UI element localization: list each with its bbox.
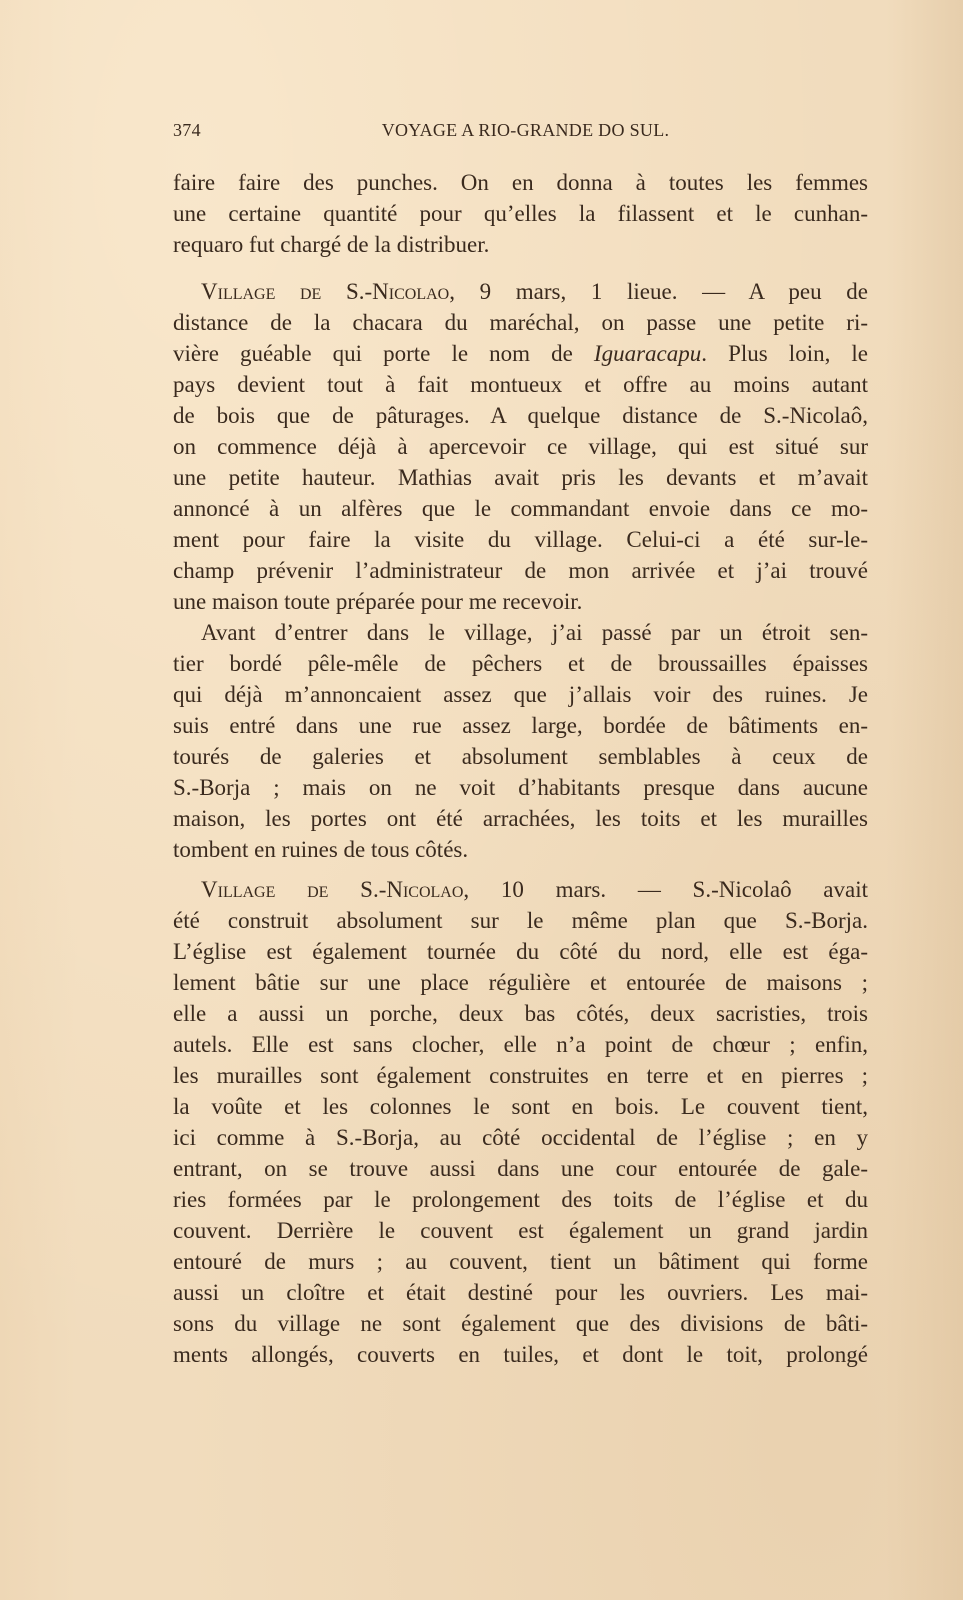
text-line: ries formées par le prolongement des toits de l’église et du [173,1187,868,1212]
text-line: sons du village ne sont également que des divisions de bâti- [173,1311,868,1336]
text-line: une certaine quantité pour qu’elles la filassent et le cunhan- [173,201,868,226]
text-line: ment pour faire la visite du village. Celui-ci a été sur-le- [173,527,868,552]
entry-heading: Village de S.-Nicolao [201,279,450,304]
text-line: qui déjà m’annoncaient assez que j’allais voir des ruines. Je [173,682,868,707]
text-line: S.-Borja ; mais on ne voit d’habitants presque dans aucune [173,775,868,800]
text-line [173,339,868,369]
text-line: tourés de galeries et absolument semblables à ceux de [173,744,868,769]
entry-heading-rest: , 10 mars. — S.-Nicolaô avait [463,877,868,902]
text-line: maison, les portes ont été arrachées, les toits et les murailles [173,806,868,831]
text-line: on commence déjà à apercevoir ce village, qui est situé sur [173,434,868,459]
text-line: couvent. Derrière le couvent est également un grand jardin [173,1218,868,1243]
text-line: une maison toute préparée pour me recevoir. [173,589,583,614]
text-line: champ prévenir l’administrateur de mon arrivée et j’ai trouvé [173,558,868,583]
text-line: ments allongés, couverts en tuiles, et dont le toit, prolongé [173,1342,868,1367]
text-line: elle a aussi un porche, deux bas côtés, deux sacristies, trois [173,1001,868,1026]
text-line: entouré de murs ; au couvent, tient un bâtiment qui forme [173,1249,868,1274]
text-line: requaro fut chargé de la distribuer. [173,232,490,257]
entry-heading-line [201,277,868,307]
text-line: entrant, on se trouve aussi dans une cour entourée de gale- [173,1156,868,1181]
entry-heading-rest: , 9 mars, 1 lieue. — A peu de [449,279,868,304]
text-line: autels. Elle est sans clocher, elle n’a point de chœur ; enfin, [173,1032,868,1057]
text-line: la voûte et les colonnes le sont en bois. Le couvent tient, [173,1094,868,1119]
entry-heading: Village de S.-Nicolao [201,877,464,902]
entry-heading-line [201,875,868,905]
text-line: ici comme à S.-Borja, au côté occidental de l’église ; en y [173,1125,868,1150]
text-line: une petite hauteur. Mathias avait pris les devants et m’avait [173,465,868,490]
text-line: lement bâtie sur une place régulière et entourée de maisons ; [173,970,868,995]
text-line: distance de la chacara du maréchal, on passe une petite ri- [173,310,868,335]
text-line: tier bordé pêle-mêle de pêchers et de broussailles épaisses [173,651,868,676]
text-line: faire faire des punches. On en donna à toutes les femmes [173,170,868,195]
text-line: été construit absolument sur le même plan que S.-Borja. [173,908,868,933]
running-title: VOYAGE A RIO-GRANDE DO SUL. [381,120,670,140]
text-line: les murailles sont également construites en terre et en pierres ; [173,1063,868,1088]
text-line: pays devient tout à fait montueux et offre au moins autant [173,372,868,397]
text-line: annoncé à un alfères que le commandant envoie dans ce mo- [173,496,868,521]
text-line: L’église est également tournée du côté du nord, elle est éga- [173,939,868,964]
text-line: suis entré dans une rue assez large, bordée de bâtiments en- [173,713,868,738]
text-line: de bois que de pâturages. A quelque distance de S.-Nicolaô, [173,403,868,428]
text-line: Avant d’entrer dans le village, j’ai passé par un étroit sen- [201,620,868,645]
italic-place-name: Iguaracapu [593,341,702,366]
running-head [173,120,868,144]
text-line: tombent en ruines de tous côtés. [173,837,469,862]
text-span: . Plus loin, le [701,341,868,366]
text-line: aussi un cloître et était destiné pour les ouvriers. Les mai- [173,1280,868,1305]
page-number: 374 [173,120,201,140]
text-span: vière guéable qui porte le nom de [173,341,594,366]
